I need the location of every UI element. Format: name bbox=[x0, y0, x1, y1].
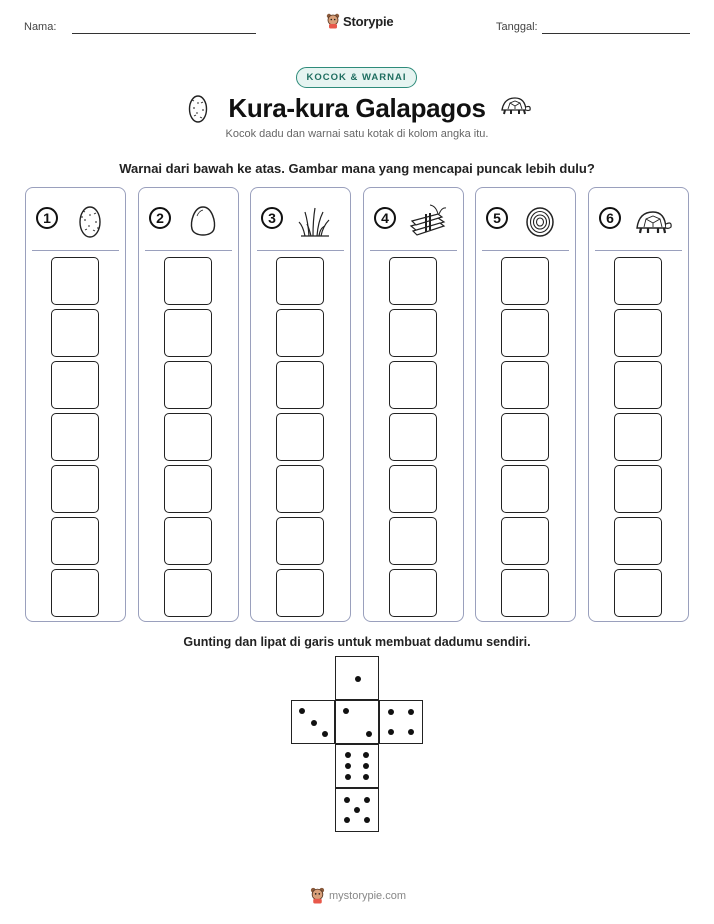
color-box[interactable] bbox=[51, 257, 99, 305]
color-box[interactable] bbox=[276, 361, 324, 409]
color-box[interactable] bbox=[501, 361, 549, 409]
sugarcane-bundle-icon bbox=[408, 202, 448, 242]
color-box[interactable] bbox=[501, 465, 549, 513]
pip bbox=[408, 709, 414, 715]
color-box[interactable] bbox=[51, 517, 99, 565]
color-box[interactable] bbox=[614, 361, 662, 409]
die-face-2 bbox=[335, 700, 379, 744]
die-face-4 bbox=[379, 700, 423, 744]
color-box[interactable] bbox=[389, 309, 437, 357]
tortoise-title-icon bbox=[498, 95, 532, 117]
pip bbox=[322, 731, 328, 737]
column-number: 6 bbox=[599, 207, 621, 229]
name-line[interactable] bbox=[72, 33, 256, 34]
color-box[interactable] bbox=[164, 309, 212, 357]
name-label: Nama: bbox=[24, 21, 57, 33]
color-box[interactable] bbox=[51, 413, 99, 461]
column-1 bbox=[25, 187, 126, 622]
die-face-6 bbox=[335, 744, 379, 788]
color-box[interactable] bbox=[614, 569, 662, 617]
color-box[interactable] bbox=[51, 465, 99, 513]
egg-icon bbox=[183, 202, 223, 242]
color-box[interactable] bbox=[389, 517, 437, 565]
die-face-5 bbox=[335, 788, 379, 832]
pip bbox=[364, 817, 370, 823]
pip bbox=[388, 729, 394, 735]
color-box[interactable] bbox=[164, 569, 212, 617]
die-face-1 bbox=[335, 656, 379, 700]
column-3 bbox=[250, 187, 351, 622]
pip bbox=[363, 752, 369, 758]
color-box[interactable] bbox=[501, 569, 549, 617]
footer-url[interactable]: mystorypie.com bbox=[329, 889, 407, 902]
color-box[interactable] bbox=[276, 413, 324, 461]
pip bbox=[344, 797, 350, 803]
color-box[interactable] bbox=[276, 257, 324, 305]
color-box[interactable] bbox=[276, 569, 324, 617]
color-box[interactable] bbox=[164, 361, 212, 409]
column-number: 1 bbox=[36, 207, 58, 229]
color-box[interactable] bbox=[389, 569, 437, 617]
color-box[interactable] bbox=[501, 309, 549, 357]
color-box[interactable] bbox=[51, 361, 99, 409]
color-box[interactable] bbox=[614, 309, 662, 357]
color-box[interactable] bbox=[501, 257, 549, 305]
pip bbox=[344, 817, 350, 823]
column-5 bbox=[475, 187, 576, 622]
die-face-3 bbox=[291, 700, 335, 744]
activity-badge: KOCOK & WARNAI bbox=[296, 67, 417, 88]
tortoise-icon bbox=[633, 202, 673, 242]
color-box[interactable] bbox=[501, 517, 549, 565]
color-box[interactable] bbox=[389, 257, 437, 305]
pip bbox=[345, 752, 351, 758]
color-box[interactable] bbox=[276, 465, 324, 513]
pip bbox=[364, 797, 370, 803]
storypie-mascot-icon bbox=[310, 887, 325, 904]
instruction-text: Warnai dari bawah ke atas. Gambar mana yang mencapai puncak lebih dulu? bbox=[119, 161, 595, 176]
cut-instruction: Gunting dan lipat di garis untuk membuat dadumu sendiri. bbox=[183, 635, 531, 649]
color-box[interactable] bbox=[614, 465, 662, 513]
color-box[interactable] bbox=[614, 413, 662, 461]
column-4 bbox=[363, 187, 464, 622]
page-title: Kura-kura Galapagos bbox=[228, 93, 486, 123]
pip bbox=[366, 731, 372, 737]
color-box[interactable] bbox=[164, 413, 212, 461]
pip bbox=[388, 709, 394, 715]
pip bbox=[363, 763, 369, 769]
color-box[interactable] bbox=[501, 413, 549, 461]
color-box[interactable] bbox=[164, 517, 212, 565]
date-label: Tanggal: bbox=[496, 21, 538, 33]
color-box[interactable] bbox=[614, 517, 662, 565]
tree-stump-icon bbox=[520, 202, 560, 242]
pip bbox=[343, 708, 349, 714]
pip bbox=[354, 807, 360, 813]
pip bbox=[345, 763, 351, 769]
color-box[interactable] bbox=[389, 465, 437, 513]
column-6 bbox=[588, 187, 689, 622]
color-box[interactable] bbox=[276, 309, 324, 357]
date-line[interactable] bbox=[542, 33, 690, 34]
column-number: 4 bbox=[374, 207, 396, 229]
grass-icon bbox=[295, 202, 335, 242]
storypie-mascot-icon bbox=[326, 13, 340, 29]
subtitle: Kocok dadu dan warnai satu kotak di kolom angka itu. bbox=[225, 128, 489, 140]
color-box[interactable] bbox=[51, 569, 99, 617]
cactus-icon bbox=[70, 202, 110, 242]
color-box[interactable] bbox=[614, 257, 662, 305]
color-box[interactable] bbox=[164, 465, 212, 513]
color-box[interactable] bbox=[389, 413, 437, 461]
color-box[interactable] bbox=[389, 361, 437, 409]
column-number: 3 bbox=[261, 207, 283, 229]
column-number: 5 bbox=[486, 207, 508, 229]
pip bbox=[363, 774, 369, 780]
pip bbox=[311, 720, 317, 726]
pip bbox=[299, 708, 305, 714]
color-box[interactable] bbox=[51, 309, 99, 357]
color-box[interactable] bbox=[164, 257, 212, 305]
footer bbox=[310, 887, 406, 904]
pip bbox=[408, 729, 414, 735]
column-number: 2 bbox=[149, 207, 171, 229]
column-2 bbox=[138, 187, 239, 622]
brand-logo bbox=[326, 13, 393, 29]
brand-name: Storypie bbox=[343, 13, 394, 29]
color-box[interactable] bbox=[276, 517, 324, 565]
pip bbox=[345, 774, 351, 780]
pip bbox=[355, 676, 361, 682]
